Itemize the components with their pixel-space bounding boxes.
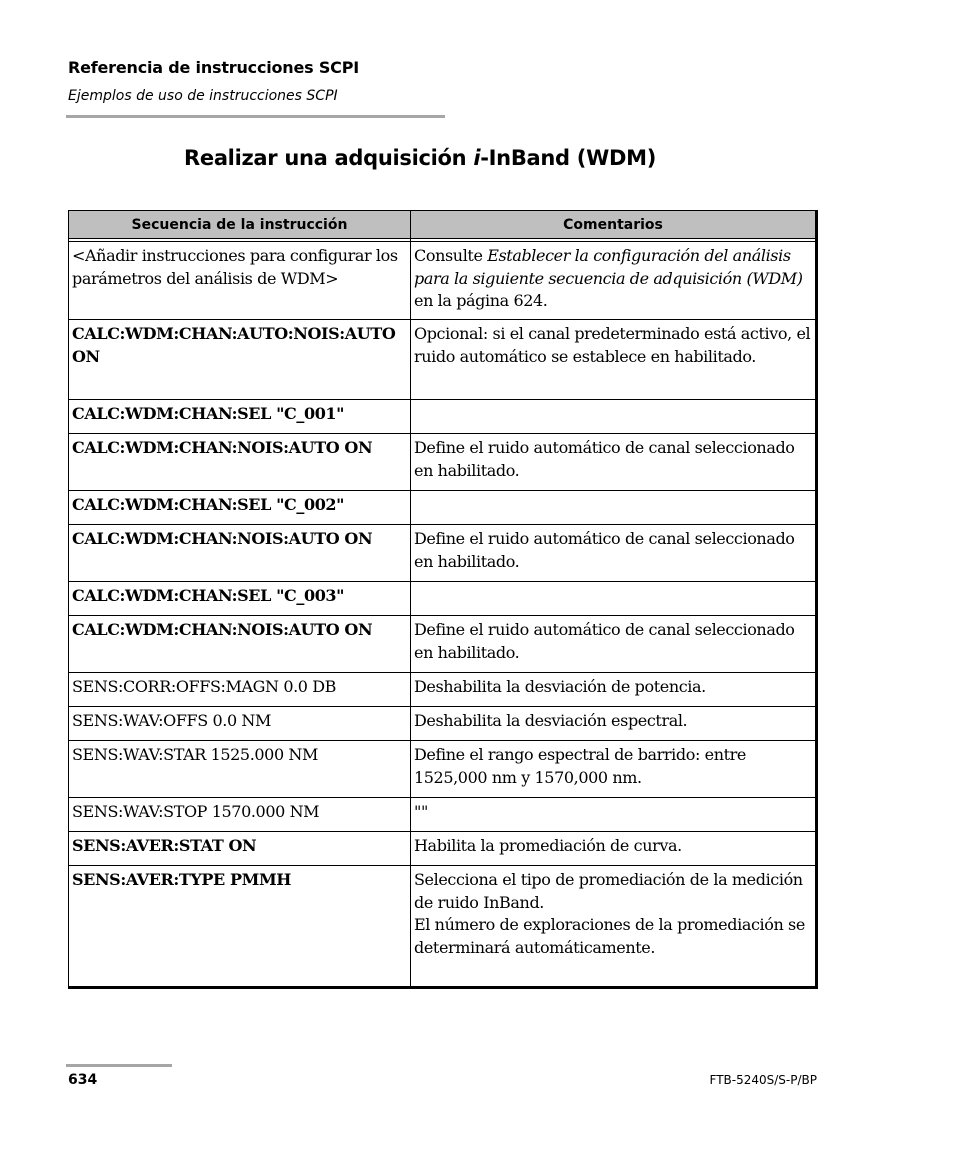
comment-cell: Deshabilita la desviación de potencia. bbox=[411, 673, 817, 707]
table-row bbox=[69, 525, 817, 582]
instruction-cell: SENS:AVER:TYPE PMMH bbox=[69, 866, 411, 988]
section-title-suffix: -InBand (WDM) bbox=[480, 146, 656, 170]
comment-cell: Define el rango espectral de barrido: entre 1525,000 nm y 1570,000 nm. bbox=[411, 741, 817, 798]
comment-cell bbox=[411, 400, 817, 434]
table-row bbox=[69, 798, 817, 832]
instruction-cell: CALC:WDM:CHAN:NOIS:AUTO ON bbox=[69, 616, 411, 673]
instruction-cell: SENS:WAV:STOP 1570.000 NM bbox=[69, 798, 411, 832]
section-title bbox=[184, 146, 656, 170]
instruction-cell: CALC:WDM:CHAN:SEL "C_001" bbox=[69, 400, 411, 434]
comment-cell bbox=[411, 866, 817, 988]
instruction-cell: CALC:WDM:CHAN:NOIS:AUTO ON bbox=[69, 525, 411, 582]
table-row bbox=[69, 400, 817, 434]
comment-cell: Habilita la promediación de curva. bbox=[411, 832, 817, 866]
table-row bbox=[69, 582, 817, 616]
column-header-instruction: Secuencia de la instrucción bbox=[69, 211, 411, 239]
comment-cell bbox=[411, 491, 817, 525]
section-title-italic: i bbox=[473, 146, 481, 170]
header-title: Referencia de instrucciones SCPI bbox=[68, 58, 359, 77]
header-divider bbox=[66, 115, 445, 118]
scpi-instruction-table bbox=[68, 210, 818, 989]
comment-cell: Opcional: si el canal predeterminado está activo, el ruido automático se establece en habilitado. bbox=[411, 320, 817, 400]
comment-text: El número de exploraciones de la promediación se determinará automáticamente. bbox=[414, 915, 805, 957]
table-row bbox=[69, 741, 817, 798]
document-id: FTB-5240S/S-P/BP bbox=[709, 1073, 817, 1087]
table-row bbox=[69, 242, 817, 320]
table-row bbox=[69, 616, 817, 673]
comment-cell: Define el ruido automático de canal seleccionado en habilitado. bbox=[411, 616, 817, 673]
instruction-cell: CALC:WDM:CHAN:NOIS:AUTO ON bbox=[69, 434, 411, 491]
comment-cell: Deshabilita la desviación espectral. bbox=[411, 707, 817, 741]
table-row bbox=[69, 707, 817, 741]
table-row bbox=[69, 866, 817, 988]
footer-divider bbox=[66, 1064, 172, 1067]
page-number: 634 bbox=[68, 1072, 98, 1088]
comment-text: Consulte bbox=[414, 246, 488, 265]
instruction-cell: <Añadir instrucciones para configurar los parámetros del análisis de WDM> bbox=[69, 242, 411, 320]
instruction-cell: CALC:WDM:CHAN:AUTO:NOIS:AUTO ON bbox=[69, 320, 411, 400]
comment-text: en la página 624. bbox=[414, 291, 548, 310]
comment-cell bbox=[411, 242, 817, 320]
comment-cell: Define el ruido automático de canal seleccionado en habilitado. bbox=[411, 434, 817, 491]
table-row bbox=[69, 832, 817, 866]
comment-cell: Define el ruido automático de canal seleccionado en habilitado. bbox=[411, 525, 817, 582]
comment-cell: "" bbox=[411, 798, 817, 832]
comment-cell bbox=[411, 582, 817, 616]
column-header-comments: Comentarios bbox=[411, 211, 817, 239]
table-row bbox=[69, 320, 817, 400]
instruction-cell: SENS:WAV:STAR 1525.000 NM bbox=[69, 741, 411, 798]
cross-reference-link[interactable]: Establecer la configuración del análisis para la siguiente secuencia de adquisición (WDM) bbox=[414, 246, 803, 288]
table-row bbox=[69, 673, 817, 707]
table-row bbox=[69, 491, 817, 525]
instruction-cell: CALC:WDM:CHAN:SEL "C_003" bbox=[69, 582, 411, 616]
instruction-cell: SENS:AVER:STAT ON bbox=[69, 832, 411, 866]
table-row bbox=[69, 434, 817, 491]
header-subtitle: Ejemplos de uso de instrucciones SCPI bbox=[68, 88, 338, 104]
instruction-cell: CALC:WDM:CHAN:SEL "C_002" bbox=[69, 491, 411, 525]
table-header-row bbox=[69, 211, 817, 239]
instruction-cell: SENS:WAV:OFFS 0.0 NM bbox=[69, 707, 411, 741]
instruction-cell: SENS:CORR:OFFS:MAGN 0.0 DB bbox=[69, 673, 411, 707]
comment-text: Selecciona el tipo de promediación de la medición de ruido InBand. bbox=[414, 870, 803, 912]
section-title-text: Realizar una adquisición bbox=[184, 146, 474, 170]
